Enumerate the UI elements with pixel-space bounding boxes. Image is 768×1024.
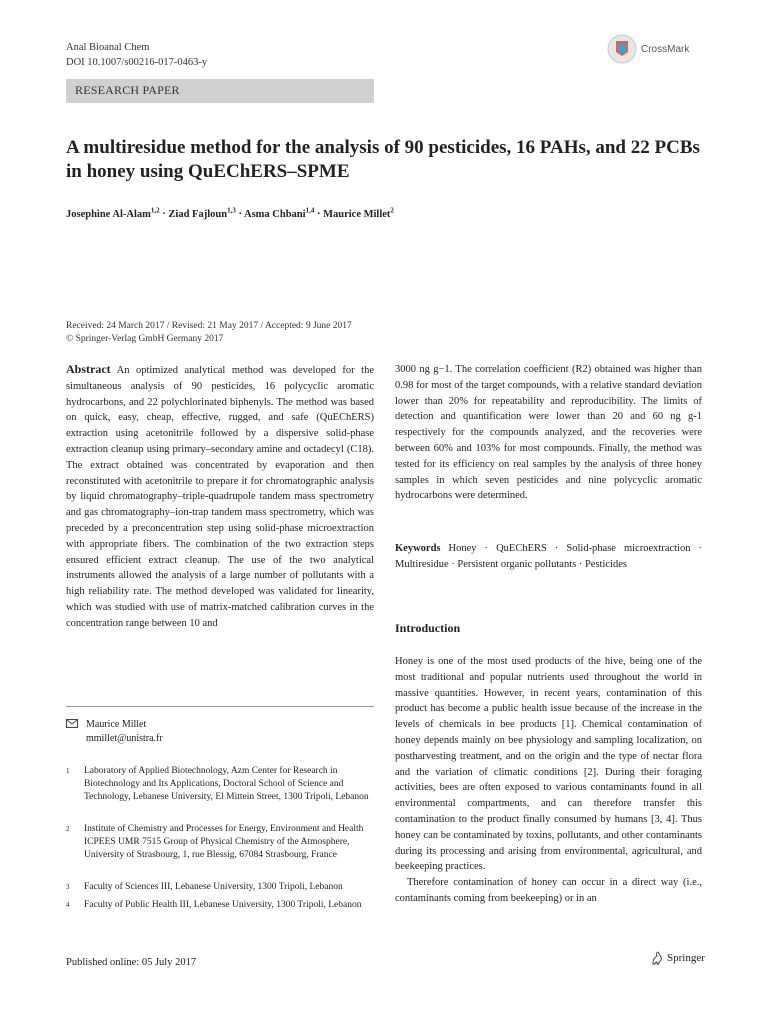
corresponding-email[interactable]: mmillet@unistra.fr <box>86 733 163 744</box>
section-heading-introduction: Introduction <box>395 621 461 635</box>
copyright: © Springer-Verlag GmbH Germany 2017 <box>66 334 224 344</box>
author-list <box>66 206 716 220</box>
crossmark-badge[interactable] <box>607 30 711 68</box>
journal-header <box>66 40 207 70</box>
introduction-paragraph: Honey is one of the most used products of the hive, being one of the most traditional and popular nutrients used throughout the world in massive quantities. However, in recent years, contamination of this product has become a public health issue because of the increase in the levels of chemicals in bee products [1]. Chemical contamination of honey depends mainly on bee physiology and sampling localization, on postharvesting treatment, and on the origin and the type of nectar flora and the variation of climatic conditions [2]. During their foraging activities, bees are often exposed to various contaminants found in all environmental compartments, and can therefore transfer this contamination to the product finally consumed by humans [3, 4]. Thus honey can be contaminated by toxins, pollutants, and other contaminants during its processing and arising from environmental, agricultural, and beekeeping practices. Therefore contamination of honey can occur in a direct way (i.e., contaminants coming from beekeeping) or in an <box>395 656 702 904</box>
affiliation: 1 Laboratory of Applied Biotechnology, Azm Center for Research in Biotechnology and Its Applications, Doctoral School of Science and Technology, Lebanese University, El Mittein Street, 1300 Tripoli, Lebanon <box>66 766 369 802</box>
doi[interactable]: DOI 10.1007/s00216-017-0463-y <box>66 57 208 68</box>
abstract-left <box>66 362 374 632</box>
article-dates <box>66 320 466 346</box>
author[interactable]: Maurice Millet$^2$ <box>323 206 394 220</box>
author-separator: · <box>162 208 166 220</box>
abstract-continued: 3000 ng g−1. The correlation coefficient (R2) obtained was higher than 0.98 for most of the target compounds, with a relative standard deviation lower than 20% for repeatability and reproducibility. The limits of detection and quantification were lower than 20 and 60 ng g-1 respectively for the compounds analyzed, and the recoveries were between 60% and 103% for most compounds. Finally, the method was tested for its efficiency on real samples by the analysis of three honey samples in which seven pesticides and nine polycyclic aromatic hydrocarbons were determined. <box>395 364 702 502</box>
author[interactable]: Asma Chbani$^{1,4}$ <box>244 206 315 220</box>
affiliation: 3 Faculty of Sciences III, Lebanese University, 1300 Tripoli, Lebanon <box>66 882 343 892</box>
correspondence <box>66 718 374 746</box>
affiliation: 4 Faculty of Public Health III, Lebanese University, 1300 Tripoli, Lebanon <box>66 900 362 910</box>
crossmark-icon <box>607 34 637 64</box>
section-label: RESEARCH PAPER <box>75 83 180 97</box>
corresponding-author: Maurice Millet <box>86 719 147 730</box>
abstract-right <box>395 362 702 504</box>
springer-horse-icon <box>650 951 664 965</box>
author-separator: · <box>316 208 321 220</box>
received-revised-accepted: Received: 24 March 2017 / Revised: 21 May 2017 / Accepted: 9 June 2017 <box>66 321 352 331</box>
footnote-divider <box>66 706 374 707</box>
crossmark-label: CrossMark <box>641 43 690 55</box>
publisher-name: Springer <box>667 952 705 964</box>
author[interactable]: Josephine Al-Alam$^{1,2}$ <box>66 206 160 220</box>
abstract-text: An optimized analytical method was developed for the simultaneous analysis of 90 pesticides, 16 polycyclic aromatic hydrocarbons, and 22 polychlorinated biphenyls. The method was based on quick, easy, cheap, effective, rugged, and safe (QuEChERS) extraction using acetonitrile followed by a dispersive solid-phase extraction cleanup using primary–secondary amine and octadecyl (C18). The extract obtained was concentrated by evaporation and then reconstituted with acetonitrile to prepare it for chromatographic analysis by liquid chromatography–triple-quadrupole tandem mass spectrometry and gas chromatography–ion-trap tandem mass spectrometry, which was preceded by a preconcentration step using solid-phase microextraction with appropriate fibers. The combination of the two extraction steps ensured efficient extract cleanup. The use of the two analytical instruments allowed the analysis of a large number of pollutants with a high reliability rate. The method developed was validated for linearity, which was studied with use of matrix-matched calibration curves in the concentration range between 10 and <box>66 365 374 629</box>
published-online: Published online: 05 July 2017 <box>66 957 197 968</box>
author-separator: · <box>238 208 242 220</box>
journal-name: Anal Bioanal Chem <box>66 42 150 53</box>
keywords <box>395 541 702 573</box>
author[interactable]: Ziad Fajloun$^{1,3}$ <box>168 206 236 220</box>
affiliation: 2 Institute of Chemistry and Processes for Energy, Environment and Health ICPEES UMR 7515 Group of Physical Chemistry of the Atmosphere, University of Strasbourg, 1, rue Blessig, 67084 Strasbourg, France <box>66 824 364 860</box>
keywords-label: Keywords <box>395 543 441 554</box>
abstract-label: Abstract <box>66 362 111 376</box>
paper-title: A multiresidue method for the analysis of 90 pesticides, 16 PAHs, and 22 PCBs in honey using QuEChERS–SPME <box>66 137 700 182</box>
envelope-icon <box>66 719 78 733</box>
keywords-text: Honey · QuEChERS · Solid-phase microextraction · Multiresidue · Persistent organic pollutants · Pesticides <box>395 543 702 570</box>
publisher-logo <box>650 951 705 965</box>
